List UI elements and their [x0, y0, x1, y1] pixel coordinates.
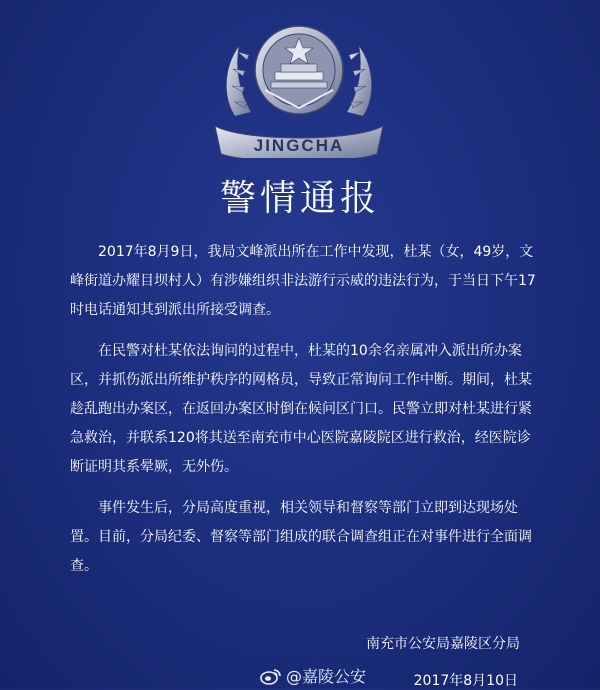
watermark-text: @嘉陵公安 [286, 667, 367, 686]
notice-body [70, 238, 540, 593]
weibo-icon [260, 667, 282, 685]
date: 2017年8月10日 [413, 673, 518, 689]
page-title: 警情通报 [219, 178, 380, 219]
svg-text:JINGCHA: JINGCHA [253, 136, 345, 155]
signature: 南充市公安局嘉陵区分局 [366, 636, 520, 652]
shield-icon [255, 26, 343, 114]
paragraph: 在民警对杜某依法询问的过程中，杜某的10余名亲属冲入派出所办案区，并抓伤派出所维护秩序的网格员，导致正常询问工作中断。期间，杜某趁乱跑出办案区，在返回办案区时倒在候问区门口。民警立即对杜某进行紧急救治，并联系120将其送至南充市中心医院嘉陵院区进行救治，经医院诊断证明其系晕厥，无外伤。 [70, 343, 532, 475]
weibo-watermark [260, 664, 366, 687]
paragraph: 2017年8月9日，我局文峰派出所在工作中发现，杜某（女，49岁，文峰街道办耀目坝村人）有涉嫌组织非法游行示威的违法行为，于当日下午17时电话通知其到派出所接受调查。 [70, 244, 536, 318]
paragraph: 事件发生后，分局高度重视，相关领导和督察等部门立即到达现场处置。目前，分局纪委、督察等部门组成的联合调查组正在对事件进行全面调查。 [70, 500, 532, 574]
emblem-banner [215, 126, 383, 158]
police-emblem [205, 8, 393, 158]
